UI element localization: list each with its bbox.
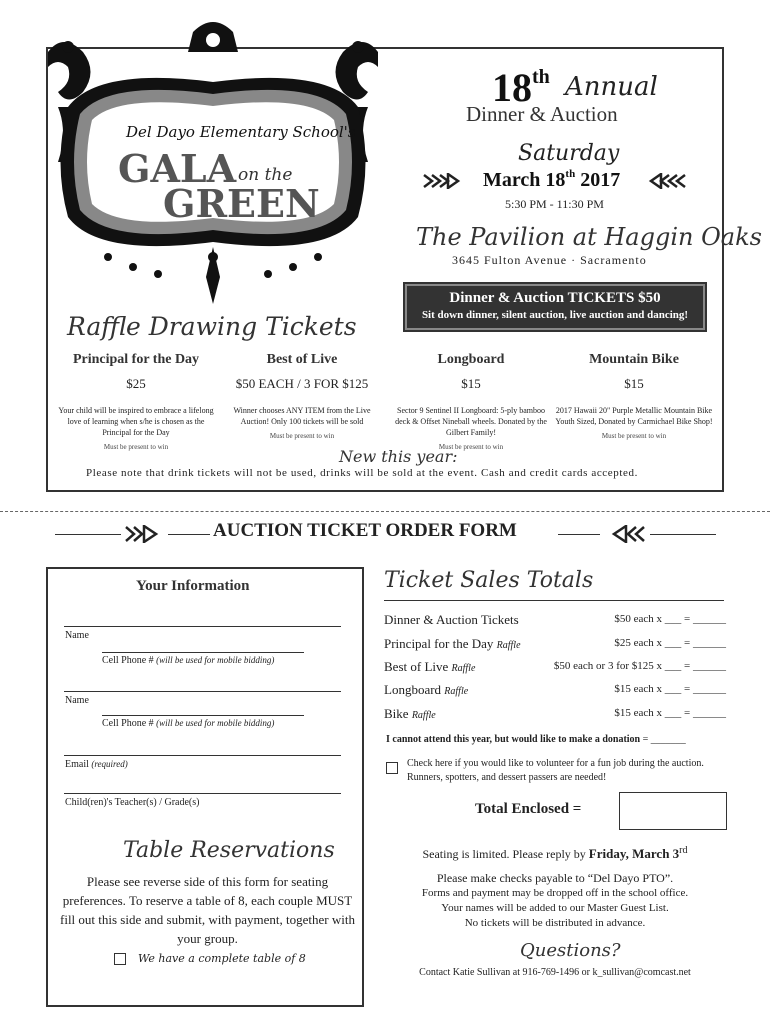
divider — [55, 534, 121, 535]
name-label-2: Name — [65, 695, 89, 706]
order-form-title: AUCTION TICKET ORDER FORM — [213, 520, 517, 541]
volunteer-text: Check here if you would like to volunteer for a fun job during the auction. Runners, spotters, and dessert passers are needed! — [407, 758, 704, 783]
checks-line-3: Your names will be added to our Master Guest List. — [441, 902, 669, 914]
annual-label: Annual — [565, 72, 658, 102]
arrow-left-icon — [647, 173, 687, 189]
anniversary-number: 18th — [492, 65, 550, 110]
event-date: March 18th 2017 — [483, 168, 621, 191]
divider — [384, 600, 724, 601]
sales-row[interactable] — [384, 612, 726, 634]
name-field[interactable] — [64, 626, 341, 627]
raffle-item-name: Longboard — [437, 352, 505, 367]
checks-line-4: No tickets will be distributed in advance. — [464, 917, 646, 929]
total-enclosed-field[interactable] — [619, 792, 727, 830]
raffle-item — [554, 352, 714, 440]
raffle-item-name: Principal for the Day — [72, 352, 200, 367]
child-teacher-field[interactable] — [64, 793, 341, 794]
green-word: GREEN — [163, 181, 320, 226]
tickets-banner-title: Dinner & Auction TICKETS $50 — [449, 290, 661, 306]
sales-row-price: $25 each x ___ = ______ — [614, 637, 726, 649]
raffle-item — [391, 352, 551, 451]
chandelier-logo — [38, 12, 388, 312]
cell-phone-field-2[interactable] — [102, 715, 304, 716]
on-the-text: on the — [238, 165, 293, 185]
raffle-item-must: Must be present to win — [438, 443, 504, 451]
sales-row-label: Principal for the Day Raffle — [384, 636, 521, 651]
raffle-item-desc: Winner chooses ANY ITEM from the Live Auction! Only 100 tickets will be sold — [233, 406, 371, 426]
new-this-year-label: New this year: — [339, 447, 458, 466]
cell-phone-label-2: Cell Phone # (will be used for mobile bidding) — [102, 718, 275, 729]
gala-word: GALA — [118, 146, 237, 191]
email-field[interactable] — [64, 755, 341, 756]
complete-table-checkbox[interactable] — [114, 953, 126, 965]
venue-name: The Pavilion at Haggin Oaks — [416, 223, 762, 251]
questions-title: Questions? — [520, 940, 621, 961]
cell-phone-label: Cell Phone # (will be used for mobile bidding) — [102, 655, 275, 666]
sales-row-label: Longboard Raffle — [384, 682, 469, 697]
cut-line — [0, 511, 770, 512]
arrow-left-icon — [608, 525, 646, 543]
sales-row-label: Dinner & Auction Tickets — [384, 612, 519, 627]
arrow-right-icon — [124, 525, 162, 543]
contact-info: Contact Katie Sullivan at 916-769-1496 or k_sullivan@comcast.net — [419, 967, 691, 978]
raffle-item-must: Must be present to win — [103, 443, 169, 451]
divider — [558, 534, 600, 535]
raffle-item-desc: Your child will be inspired to embrace a lifelong love of learning when s/he is chosen as the Principal for the Day — [58, 406, 214, 437]
drink-note: Please note that drink tickets will not be used, drinks will be sold at the event. Cash and credit cards accepted. — [86, 467, 638, 479]
donation-line[interactable]: I cannot attend this year, but would like to make a donation = _______ — [386, 734, 686, 745]
raffle-item-must: Must be present to win — [601, 432, 667, 440]
raffle-item-price: $15 — [624, 376, 644, 391]
divider — [650, 534, 716, 535]
event-name: Dinner & Auction — [466, 102, 618, 126]
sales-row-label: Bike Raffle — [384, 706, 436, 721]
sales-row-price: $15 each x ___ = ______ — [614, 683, 726, 695]
raffle-item-price: $15 — [461, 376, 481, 391]
arrow-right-icon — [422, 173, 462, 189]
raffle-item-price: $25 — [126, 376, 146, 391]
sales-row-price: $50 each x ___ = ______ — [614, 613, 726, 625]
table-reservations-text: Please see reverse side of this form for seating preferences. To reserve a table of 8, each couple MUST fill out this side and submit, with payment, together with your group. — [60, 874, 355, 946]
table-reservations-title: Table Reservations — [123, 838, 335, 863]
raffle-item-price: $50 EACH / 3 FOR $125 — [235, 376, 369, 391]
raffle-title: Raffle Drawing Tickets — [67, 312, 357, 341]
raffle-item — [222, 352, 382, 440]
raffle-item-desc: 2017 Hawaii 20" Purple Metallic Mountain Bike Youth Sized, Donated by Carmichael Bike Shop! — [555, 406, 713, 426]
sales-row-price: $15 each x ___ = ______ — [614, 707, 726, 719]
raffle-item-must: Must be present to win — [269, 432, 335, 440]
email-label: Email (required) — [65, 759, 128, 770]
raffle-item — [56, 352, 216, 451]
divider — [168, 534, 210, 535]
total-enclosed-label: Total Enclosed = — [475, 801, 582, 817]
tickets-banner-subtitle: Sit down dinner, silent auction, live auction and dancing! — [421, 309, 689, 321]
checks-line-1: Please make checks payable to “Del Dayo PTO”. — [436, 871, 674, 885]
raffle-item-name: Mountain Bike — [589, 352, 679, 367]
raffle-item-name: Best of Live — [266, 352, 338, 367]
day-label: Saturday — [518, 141, 620, 166]
payment-instructions — [384, 871, 726, 931]
sales-row[interactable] — [384, 706, 726, 728]
volunteer-checkbox[interactable] — [386, 762, 398, 774]
child-teacher-label: Child(ren)'s Teacher(s) / Grade(s) — [65, 797, 200, 808]
school-name: Del Dayo Elementary School's — [126, 123, 356, 141]
event-time: 5:30 PM - 11:30 PM — [505, 197, 604, 211]
seating-note: Seating is limited. Please reply by Friday, March 3rd — [422, 845, 688, 861]
sales-row-label: Best of Live Raffle — [384, 659, 476, 674]
raffle-item-desc: Sector 9 Sentinel II Longboard: 5-ply bamboo deck & Offset Nineball wheels. Donated by the Gilbert Family! — [395, 406, 547, 437]
tickets-banner — [405, 284, 705, 330]
sales-row[interactable] — [384, 682, 726, 704]
checks-line-2: Forms and payment may be dropped off in the school office. — [421, 887, 689, 899]
name-label: Name — [65, 630, 89, 641]
name-field-2[interactable] — [64, 691, 341, 692]
your-information-title: Your Information — [136, 578, 250, 594]
sales-row[interactable] — [384, 659, 726, 681]
venue-address: 3645 Fulton Avenue · Sacramento — [452, 253, 647, 267]
ticket-sales-title: Ticket Sales Totals — [384, 568, 594, 593]
complete-table-label: We have a complete table of 8 — [138, 952, 306, 965]
cell-phone-field[interactable] — [102, 652, 304, 653]
sales-row-price: $50 each or 3 for $125 x ___ = ______ — [553, 660, 726, 672]
sales-row[interactable] — [384, 636, 726, 658]
